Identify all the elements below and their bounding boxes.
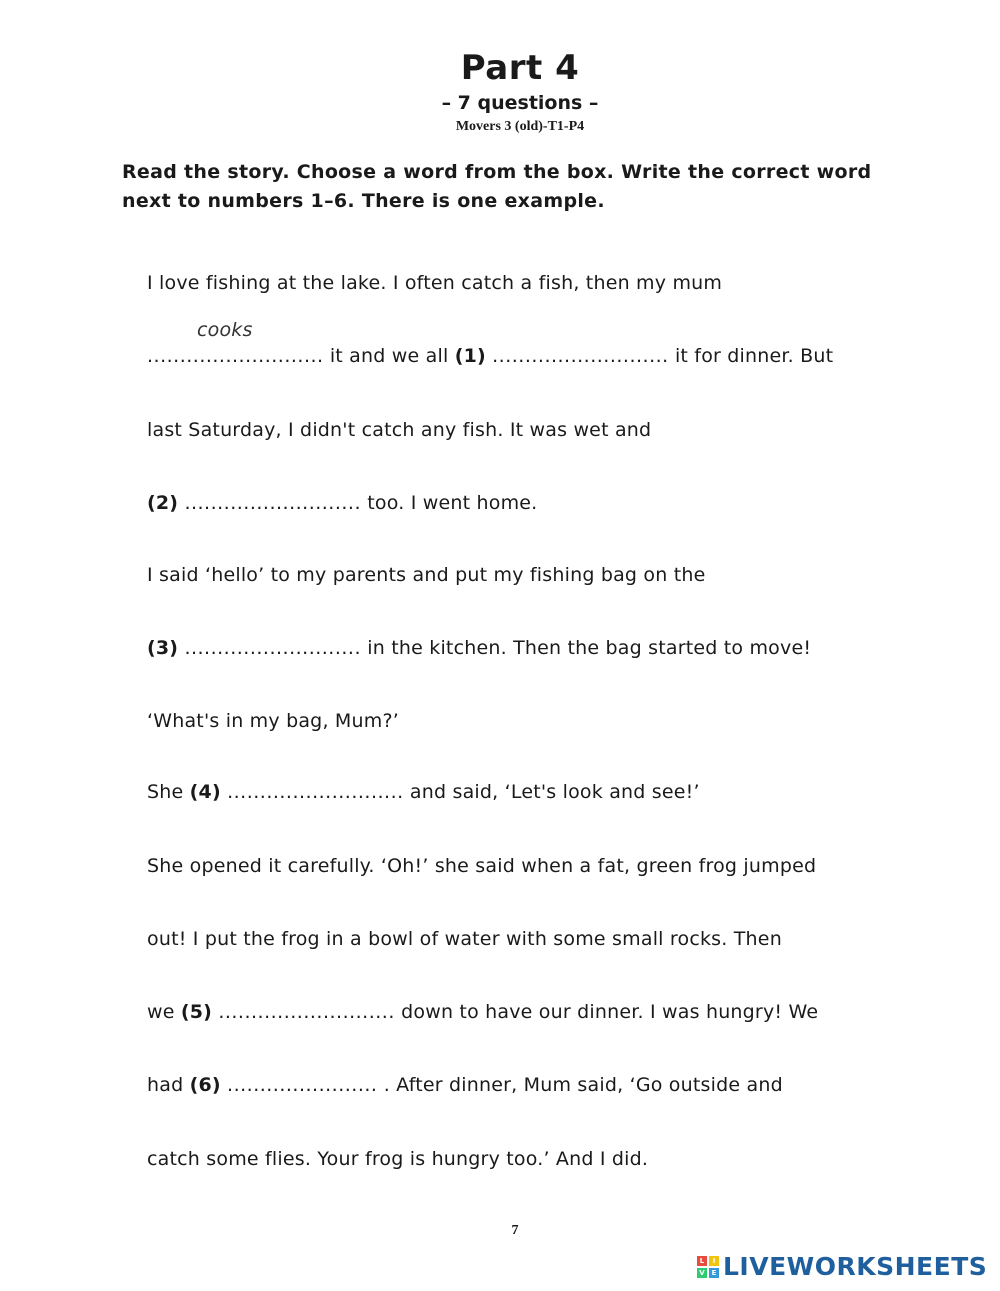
logo-tile: I (709, 1256, 719, 1266)
page-title: Part 4 (460, 48, 580, 88)
example-blank: cooks ........................... (147, 319, 324, 367)
answer-blank-4[interactable]: ........................... (227, 781, 404, 803)
story-line-4: (2) ........................... too. I went home. (147, 492, 538, 514)
story-line-11: we (5) ........................... down to have our dinner. I was hungry! We (147, 1001, 819, 1023)
instructions: Read the story. Choose a word from the box. Write the correct word next to numbers 1–6. There is one example. (122, 161, 872, 212)
question-count: – 7 questions – (441, 92, 599, 114)
page-number: 7 (511, 1223, 519, 1238)
story-line-9: She opened it carefully. ‘Oh!’ she said when a fat, green frog jumped (147, 855, 817, 877)
logo-tile: V (697, 1268, 707, 1278)
question-number-5: (5) (180, 1001, 213, 1023)
story-line-10: out! I put the frog in a bowl of water with some small rocks. Then (147, 928, 782, 950)
story-line-8: She (4) ........................... and said, ‘Let's look and see!’ (147, 781, 700, 803)
story-line-2: cooks ........................... it and we all (1) ........................... it for dinner. But (147, 319, 834, 367)
question-number-3: (3) (147, 637, 179, 659)
story-line-7: ‘What's in my bag, Mum?’ (147, 710, 399, 732)
answer-blank-3[interactable]: ........................... (184, 637, 362, 659)
answer-blank-1[interactable]: ........................... (492, 345, 669, 367)
question-number-1: (1) (454, 345, 486, 367)
question-number-4: (4) (189, 781, 221, 803)
logo-tile: E (709, 1268, 719, 1278)
story-line-1: I love fishing at the lake. I often catch a fish, then my mum (147, 272, 723, 294)
answer-blank-2[interactable]: ........................... (184, 492, 362, 514)
liveworksheets-brand[interactable] (697, 1252, 987, 1281)
story-line-3: last Saturday, I didn't catch any fish. It was wet and (147, 419, 652, 441)
answer-blank-6[interactable]: ....................... (227, 1074, 378, 1096)
question-number-6: (6) (189, 1074, 221, 1096)
story-line-13: catch some flies. Your frog is hungry too.’ And I did. (147, 1148, 649, 1170)
question-number-2: (2) (147, 492, 179, 514)
story-line-6: (3) ........................... in the kitchen. Then the bag started to move! (147, 637, 812, 659)
example-answer: cooks (197, 319, 253, 341)
test-code: Movers 3 (old)-T1-P4 (455, 119, 585, 134)
brand-name: LIVEWORKSHEETS (723, 1252, 988, 1281)
liveworksheets-logo-icon (697, 1256, 719, 1278)
story-line-12: had (6) ....................... . After dinner, Mum said, ‘Go outside and (147, 1074, 783, 1096)
story-line-5: I said ‘hello’ to my parents and put my fishing bag on the (147, 564, 706, 586)
answer-blank-5[interactable]: ........................... (218, 1001, 395, 1023)
logo-tile: L (697, 1256, 707, 1266)
